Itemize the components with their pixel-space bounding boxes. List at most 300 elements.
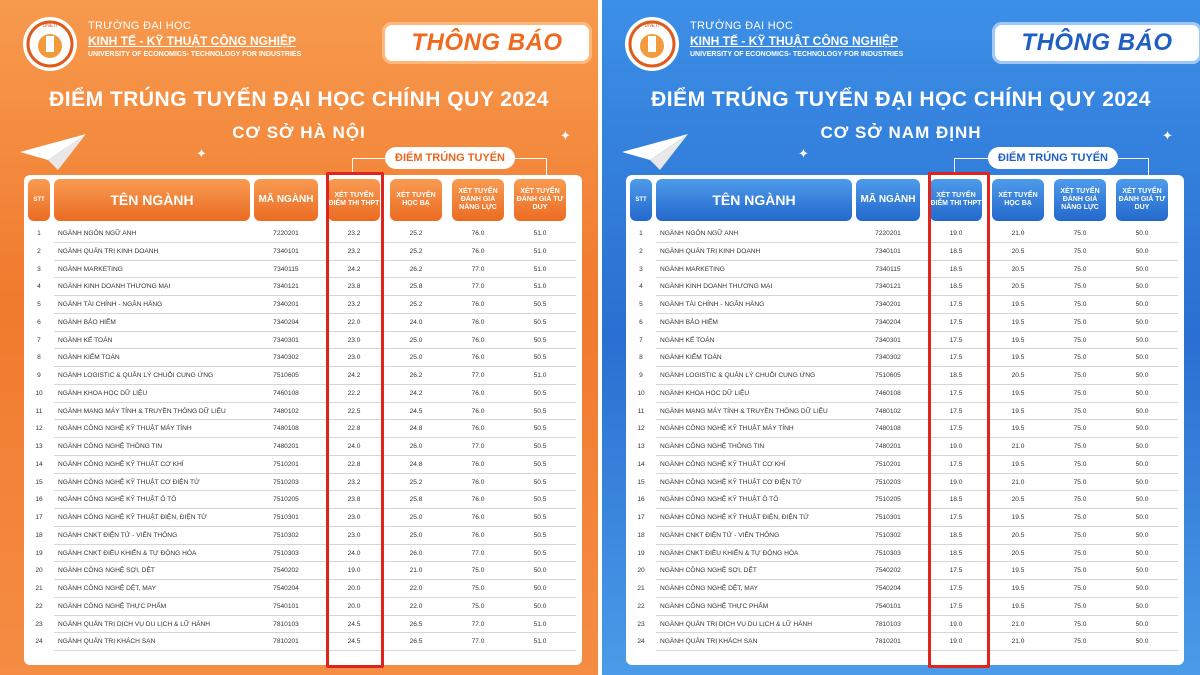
org-line-3: UNIVERSITY OF ECONOMICS- TECHNOLOGY FOR INDUSTRIES — [690, 51, 904, 58]
row-score-hoc-ba: 24.8 — [409, 460, 423, 468]
row-major-code: 7340115 — [273, 265, 299, 273]
row-score-nang-luc: 75.0 — [1073, 620, 1087, 628]
row-stt: 15 — [35, 478, 43, 486]
row-score-thpt: 17.5 — [949, 354, 963, 362]
row-score-nang-luc: 76.0 — [471, 514, 485, 521]
row-score-thpt: 18.5 — [949, 496, 963, 504]
row-score-thpt: 20.0 — [347, 602, 361, 610]
row-score-hoc-ba: 25.2 — [409, 230, 423, 237]
sparkle-icon: ✦ — [1162, 128, 1173, 143]
row-score-tu-duy: 50.0 — [1135, 354, 1149, 362]
row-score-tu-duy: 51.0 — [533, 372, 547, 379]
row-score-tu-duy: 50.5 — [533, 336, 547, 344]
row-score-hoc-ba: 19.5 — [1011, 389, 1025, 397]
org-line-1: TRƯỜNG ĐẠI HỌC — [690, 20, 794, 32]
table-row — [24, 491, 582, 509]
row-score-nang-luc: 75.0 — [1073, 585, 1087, 592]
table-row — [24, 438, 582, 456]
hanoi-panel — [0, 0, 598, 675]
row-major-code: 7810201 — [875, 638, 901, 646]
row-score-thpt: 19.0 — [949, 620, 963, 628]
col-code: MÃ NGÀNH — [856, 179, 920, 221]
row-major-name: NGÀNH KINH DOANH THƯƠNG MẠI — [660, 283, 773, 291]
row-score-thpt: 18.5 — [949, 549, 963, 557]
row-score-thpt: 23.2 — [347, 230, 361, 237]
row-score-hoc-ba: 25.8 — [409, 496, 423, 504]
row-score-thpt: 19.0 — [949, 443, 963, 450]
row-major-code: 7510205 — [875, 496, 901, 504]
row-stt: 17 — [637, 514, 645, 521]
row-major-code: 7340302 — [273, 354, 299, 362]
table-row — [626, 278, 1184, 296]
table-row — [626, 580, 1184, 598]
table-row — [626, 385, 1184, 403]
row-major-name: NGÀNH CÔNG NGHỆ KỸ THUẬT CƠ ĐIỆN TỬ — [58, 478, 200, 486]
row-score-nang-luc: 75.0 — [1073, 514, 1087, 521]
row-score-thpt: 18.5 — [949, 531, 963, 539]
row-score-thpt: 23.8 — [347, 283, 361, 291]
namdinh-panel — [602, 0, 1200, 675]
row-major-code: 7510303 — [875, 549, 901, 557]
row-score-thpt: 17.5 — [949, 585, 963, 592]
table-row — [24, 456, 582, 474]
row-score-nang-luc: 76.0 — [471, 425, 485, 433]
row-score-hoc-ba: 20.5 — [1011, 531, 1025, 539]
row-score-thpt: 17.5 — [949, 602, 963, 610]
row-stt: 8 — [639, 354, 643, 362]
row-score-nang-luc: 77.0 — [471, 283, 485, 291]
row-stt: 16 — [35, 496, 43, 504]
row-score-nang-luc: 75.0 — [1073, 496, 1087, 504]
table-row — [24, 527, 582, 545]
row-major-name: NGÀNH CÔNG NGHỆ THỰC PHẨM — [58, 602, 167, 610]
row-score-thpt: 24.0 — [347, 549, 361, 557]
row-score-nang-luc: 77.0 — [471, 265, 485, 273]
row-major-code: 7510605 — [273, 372, 299, 379]
row-score-nang-luc: 75.0 — [1073, 460, 1087, 468]
row-major-name: NGÀNH QUẢN TRỊ KINH DOANH — [58, 247, 159, 255]
row-major-code: 7340101 — [875, 247, 901, 255]
table-row — [626, 491, 1184, 509]
table-row — [626, 420, 1184, 438]
row-major-code: 7510301 — [273, 514, 299, 521]
row-score-hoc-ba: 26.5 — [409, 620, 423, 628]
svg-text:UNETI: UNETI — [644, 23, 660, 29]
row-stt: 5 — [639, 301, 643, 308]
row-score-hoc-ba: 19.5 — [1011, 514, 1025, 521]
row-score-tu-duy: 50.0 — [533, 585, 547, 592]
row-major-name: NGÀNH QUẢN TRỊ KHÁCH SẠN — [660, 638, 758, 646]
row-major-code: 7510201 — [875, 460, 901, 468]
row-stt: 18 — [637, 531, 645, 539]
row-score-thpt: 22.0 — [347, 318, 361, 326]
row-score-hoc-ba: 22.0 — [409, 602, 423, 610]
row-score-thpt: 18.5 — [949, 247, 963, 255]
org-line-2: KINH TẾ - KỸ THUẬT CÔNG NGHIỆP — [88, 34, 297, 48]
row-score-hoc-ba: 24.5 — [409, 407, 423, 415]
row-score-tu-duy: 50.0 — [1135, 638, 1149, 646]
table-rows — [24, 225, 582, 651]
row-score-nang-luc: 75.0 — [1073, 425, 1087, 433]
row-score-hoc-ba: 24.8 — [409, 425, 423, 433]
row-stt: 13 — [637, 443, 645, 450]
row-major-code: 7340301 — [273, 336, 299, 344]
table-row — [24, 633, 582, 651]
row-score-tu-duy: 50.0 — [1135, 496, 1149, 504]
row-score-thpt: 17.5 — [949, 567, 963, 575]
row-major-name: NGÀNH QUẢN TRỊ DỊCH VỤ DU LỊCH & LỮ HÀNH — [660, 620, 813, 628]
row-score-nang-luc: 75.0 — [1073, 301, 1087, 308]
row-score-hoc-ba: 25.0 — [409, 354, 423, 362]
row-stt: 20 — [637, 567, 645, 575]
row-score-hoc-ba: 20.5 — [1011, 496, 1025, 504]
org-name — [690, 20, 903, 58]
campus-subtitle: CƠ SỞ HÀ NỘI — [232, 123, 366, 142]
row-score-thpt: 19.0 — [949, 638, 963, 646]
row-stt: 6 — [639, 318, 643, 326]
row-stt: 11 — [637, 407, 645, 415]
row-stt: 17 — [35, 514, 43, 521]
table-row — [24, 474, 582, 492]
row-score-nang-luc: 76.0 — [471, 247, 485, 255]
row-major-name: NGÀNH MẠNG MÁY TÍNH & TRUYỀN THÔNG DỮ LIỆU — [660, 407, 828, 415]
row-major-code: 7340121 — [875, 283, 901, 291]
row-major-code: 7340302 — [875, 354, 901, 362]
svg-text:UNETI: UNETI — [42, 23, 58, 29]
campus-subtitle: CƠ SỞ NAM ĐỊNH — [820, 123, 982, 142]
row-score-hoc-ba: 19.5 — [1011, 318, 1025, 326]
table-row — [626, 509, 1184, 527]
row-score-tu-duy: 50.0 — [1135, 460, 1149, 468]
row-score-hoc-ba: 21.0 — [1011, 443, 1025, 450]
row-score-hoc-ba: 19.5 — [1011, 407, 1025, 415]
row-score-thpt: 17.5 — [949, 318, 963, 326]
row-stt: 10 — [637, 389, 645, 397]
row-score-tu-duy: 50.0 — [1135, 514, 1149, 521]
row-stt: 12 — [35, 425, 43, 433]
table-row — [626, 296, 1184, 314]
row-score-tu-duy: 50.0 — [1135, 549, 1149, 557]
row-major-name: NGÀNH KHOA HỌC DỮ LIỆU — [660, 389, 750, 397]
row-major-code: 7510203 — [273, 478, 299, 486]
row-score-nang-luc: 75.0 — [1073, 407, 1087, 415]
table-row — [24, 580, 582, 598]
row-score-hoc-ba: 21.0 — [1011, 478, 1025, 486]
table-row — [626, 332, 1184, 350]
row-major-name: NGÀNH CÔNG NGHỆ KỸ THUẬT MÁY TÍNH — [58, 425, 192, 433]
row-score-hoc-ba: 20.5 — [1011, 265, 1025, 273]
row-major-name: NGÀNH KẾ TOÁN — [660, 336, 715, 344]
row-score-hoc-ba: 19.5 — [1011, 567, 1025, 575]
row-score-hoc-ba: 20.5 — [1011, 247, 1025, 255]
row-score-tu-duy: 50.0 — [1135, 531, 1149, 539]
row-major-name: NGÀNH CÔNG NGHỆ KỸ THUẬT CƠ KHÍ — [660, 460, 786, 468]
row-score-nang-luc: 77.0 — [471, 549, 485, 557]
row-score-hoc-ba: 26.5 — [409, 638, 423, 646]
row-score-hoc-ba: 25.0 — [409, 336, 423, 344]
row-major-name: NGÀNH CNKT ĐIỆN TỬ - VIỄN THÔNG — [58, 531, 178, 539]
table-row — [626, 261, 1184, 279]
row-score-nang-luc: 76.0 — [471, 478, 485, 486]
row-major-name: NGÀNH KIỂM TOÁN — [58, 354, 120, 362]
row-stt: 2 — [37, 247, 41, 255]
row-major-code: 7460108 — [875, 389, 901, 397]
sparkle-icon: ✦ — [560, 128, 571, 143]
row-stt: 12 — [637, 425, 645, 433]
row-score-nang-luc: 76.0 — [471, 230, 485, 237]
row-major-code: 7220201 — [273, 230, 299, 237]
row-major-code: 7540202 — [273, 567, 299, 575]
row-major-code: 7340201 — [273, 301, 299, 308]
col-name: TÊN NGÀNH — [656, 179, 852, 221]
row-score-tu-duy: 50.0 — [1135, 336, 1149, 344]
row-score-tu-duy: 50.5 — [533, 460, 547, 468]
table-row — [626, 403, 1184, 421]
col-hoc-ba: XÉT TUYỂN HỌC BẠ — [992, 179, 1044, 221]
row-major-code: 7480102 — [273, 407, 299, 415]
row-score-tu-duy: 50.0 — [1135, 602, 1149, 610]
row-major-code: 7220201 — [875, 230, 901, 237]
row-major-name: NGÀNH CÔNG NGHỆ KỸ THUẬT ĐIỆN, ĐIỆN TỬ — [660, 514, 809, 521]
row-score-nang-luc: 75.0 — [1073, 354, 1087, 362]
row-stt: 13 — [35, 443, 43, 450]
thpt-highlight-box — [928, 172, 990, 668]
row-major-name: NGÀNH CÔNG NGHỆ KỸ THUẬT CƠ KHÍ — [58, 460, 184, 468]
row-stt: 2 — [639, 247, 643, 255]
row-score-tu-duy: 51.0 — [533, 638, 547, 646]
row-major-name: NGÀNH CÔNG NGHỆ KỸ THUẬT Ô TÔ — [660, 496, 779, 504]
table-row — [626, 562, 1184, 580]
row-score-hoc-ba: 19.5 — [1011, 354, 1025, 362]
table-row — [626, 598, 1184, 616]
table-row — [24, 616, 582, 634]
university-logo-icon — [20, 14, 80, 74]
row-score-thpt: 23.8 — [347, 496, 361, 504]
row-stt: 1 — [639, 230, 643, 237]
row-score-hoc-ba: 25.2 — [409, 301, 423, 308]
row-major-code: 7480102 — [875, 407, 901, 415]
row-major-name: NGÀNH MARKETING — [58, 265, 123, 273]
table-row — [626, 225, 1184, 243]
org-name — [88, 20, 301, 58]
row-major-code: 7510303 — [273, 549, 299, 557]
row-score-nang-luc: 75.0 — [1073, 567, 1087, 575]
row-score-nang-luc: 75.0 — [1073, 247, 1087, 255]
row-score-thpt: 23.0 — [347, 514, 361, 521]
row-score-thpt: 19.0 — [949, 478, 963, 486]
col-tu-duy: XÉT TUYỂN ĐÁNH GIÁ TƯ DUY — [1116, 179, 1168, 221]
row-major-code: 7540204 — [273, 585, 299, 592]
row-stt: 3 — [37, 265, 41, 273]
row-score-tu-duy: 50.5 — [533, 531, 547, 539]
table-row — [626, 616, 1184, 634]
row-major-name: NGÀNH CÔNG NGHỆ DỆT, MAY — [660, 585, 759, 592]
row-major-code: 7810103 — [875, 620, 901, 628]
row-major-name: NGÀNH CÔNG NGHỆ SỢI, DỆT — [660, 567, 757, 575]
row-score-thpt: 18.5 — [949, 372, 963, 379]
row-score-hoc-ba: 19.5 — [1011, 460, 1025, 468]
row-score-tu-duy: 51.0 — [533, 247, 547, 255]
row-score-nang-luc: 75.0 — [1073, 478, 1087, 486]
row-major-name: NGÀNH CÔNG NGHỆ KỸ THUẬT CƠ ĐIỆN TỬ — [660, 478, 802, 486]
university-logo-icon — [622, 14, 682, 74]
row-score-hoc-ba: 25.8 — [409, 283, 423, 291]
row-stt: 24 — [35, 638, 43, 646]
col-nang-luc: XÉT TUYỂN ĐÁNH GIÁ NĂNG LỰC — [1054, 179, 1106, 221]
row-major-code: 7510201 — [273, 460, 299, 468]
row-major-name: NGÀNH QUẢN TRỊ KINH DOANH — [660, 247, 761, 255]
row-major-code: 7540101 — [273, 602, 299, 610]
notice-badge: THÔNG BÁO — [382, 22, 592, 64]
row-score-hoc-ba: 20.5 — [1011, 283, 1025, 291]
row-major-name: NGÀNH KINH DOANH THƯƠNG MẠI — [58, 283, 171, 291]
row-score-thpt: 24.2 — [347, 372, 361, 379]
page-title: ĐIỂM TRÚNG TUYỂN ĐẠI HỌC CHÍNH QUY 2024 — [651, 88, 1151, 111]
row-score-thpt: 17.5 — [949, 407, 963, 415]
row-score-nang-luc: 76.0 — [471, 318, 485, 326]
row-score-hoc-ba: 26.0 — [409, 443, 423, 450]
row-score-thpt: 23.2 — [347, 247, 361, 255]
row-score-nang-luc: 75.0 — [1073, 230, 1087, 237]
row-score-nang-luc: 75.0 — [1073, 283, 1087, 291]
org-line-1: TRƯỜNG ĐẠI HỌC — [88, 20, 192, 32]
row-major-name: NGÀNH CÔNG NGHỆ KỸ THUẬT ĐIỆN, ĐIỆN TỬ — [58, 514, 207, 521]
row-major-code: 7480201 — [875, 443, 901, 450]
row-major-name: NGÀNH CÔNG NGHỆ THÔNG TIN — [58, 443, 163, 450]
row-stt: 24 — [637, 638, 645, 646]
table-row — [626, 243, 1184, 261]
table-row — [24, 278, 582, 296]
table-row — [24, 367, 582, 385]
row-major-name: NGÀNH CÔNG NGHỆ KỸ THUẬT MÁY TÍNH — [660, 425, 794, 433]
table-row — [24, 225, 582, 243]
row-score-hoc-ba: 19.5 — [1011, 602, 1025, 610]
row-score-thpt: 17.5 — [949, 336, 963, 344]
org-line-3: UNIVERSITY OF ECONOMICS- TECHNOLOGY FOR INDUSTRIES — [88, 51, 302, 58]
row-score-tu-duy: 50.5 — [533, 407, 547, 415]
col-name: TÊN NGÀNH — [54, 179, 250, 221]
row-score-hoc-ba: 25.0 — [409, 531, 423, 539]
row-stt: 19 — [35, 549, 43, 557]
row-score-thpt: 23.0 — [347, 354, 361, 362]
row-score-tu-duy: 50.0 — [1135, 265, 1149, 273]
table-row — [24, 243, 582, 261]
score-table — [626, 175, 1184, 665]
thpt-highlight-box — [326, 172, 384, 668]
row-score-thpt: 23.0 — [347, 336, 361, 344]
row-score-thpt: 22.5 — [347, 407, 361, 415]
row-major-code: 7480201 — [273, 443, 299, 450]
col-tu-duy: XÉT TUYỂN ĐÁNH GIÁ TƯ DUY — [514, 179, 566, 221]
row-major-code: 7540204 — [875, 585, 901, 592]
row-stt: 6 — [37, 318, 41, 326]
row-score-nang-luc: 75.0 — [1073, 602, 1087, 610]
row-score-tu-duy: 50.0 — [1135, 407, 1149, 415]
row-score-tu-duy: 50.5 — [533, 496, 547, 504]
col-code: MÃ NGÀNH — [254, 179, 318, 221]
row-score-hoc-ba: 25.2 — [409, 247, 423, 255]
row-score-thpt: 24.5 — [347, 620, 361, 628]
row-score-nang-luc: 75.0 — [471, 585, 485, 592]
row-score-nang-luc: 75.0 — [1073, 549, 1087, 557]
row-score-thpt: 23.2 — [347, 301, 361, 308]
row-major-code: 7540202 — [875, 567, 901, 575]
row-score-hoc-ba: 20.5 — [1011, 372, 1025, 379]
row-score-thpt: 23.2 — [347, 478, 361, 486]
row-score-tu-duy: 50.0 — [1135, 620, 1149, 628]
row-score-tu-duy: 50.5 — [533, 443, 547, 450]
col-thpt: XÉT TUYỂN ĐIỂM THI THPT — [930, 179, 982, 221]
row-major-name: NGÀNH NGÔN NGỮ ANH — [660, 230, 739, 237]
table-row — [626, 314, 1184, 332]
row-score-thpt: 17.5 — [949, 301, 963, 308]
row-major-code: 7510301 — [875, 514, 901, 521]
row-score-tu-duy: 50.5 — [533, 389, 547, 397]
org-line-2: KINH TẾ - KỸ THUẬT CÔNG NGHIỆP — [690, 34, 899, 48]
table-row — [626, 349, 1184, 367]
row-score-hoc-ba: 26.2 — [409, 372, 423, 379]
row-major-name: NGÀNH CÔNG NGHỆ THÔNG TIN — [660, 443, 765, 450]
row-score-nang-luc: 76.0 — [471, 531, 485, 539]
row-major-name: NGÀNH QUẢN TRỊ DỊCH VỤ DU LỊCH & LỮ HÀNH — [58, 620, 211, 628]
row-score-thpt: 24.2 — [347, 265, 361, 273]
row-major-name: NGÀNH NGÔN NGỮ ANH — [58, 230, 137, 237]
table-row — [24, 332, 582, 350]
row-major-code: 7460108 — [273, 389, 299, 397]
row-score-hoc-ba: 25.0 — [409, 514, 423, 521]
col-stt: STT — [630, 179, 652, 221]
row-score-thpt: 18.5 — [949, 265, 963, 273]
row-score-tu-duy: 50.0 — [1135, 283, 1149, 291]
table-row — [626, 633, 1184, 651]
row-major-code: 7510605 — [875, 372, 901, 379]
col-hoc-ba: XÉT TUYỂN HỌC BẠ — [390, 179, 442, 221]
row-score-hoc-ba: 25.2 — [409, 478, 423, 486]
row-stt: 4 — [639, 283, 643, 291]
row-major-name: NGÀNH KẾ TOÁN — [58, 336, 113, 344]
row-score-thpt: 17.5 — [949, 425, 963, 433]
row-score-tu-duy: 50.5 — [533, 514, 547, 521]
col-stt: STT — [28, 179, 50, 221]
row-score-nang-luc: 77.0 — [471, 638, 485, 646]
row-score-thpt: 24.5 — [347, 638, 361, 646]
row-score-tu-duy: 51.0 — [533, 283, 547, 291]
row-major-code: 7540101 — [875, 602, 901, 610]
row-score-hoc-ba: 21.0 — [409, 567, 423, 575]
table-row — [24, 349, 582, 367]
row-score-tu-duy: 50.5 — [533, 478, 547, 486]
row-major-code: 7340115 — [875, 265, 901, 273]
row-score-thpt: 19.0 — [949, 230, 963, 237]
row-major-code: 7340121 — [273, 283, 299, 291]
row-score-nang-luc: 75.0 — [1073, 531, 1087, 539]
row-score-nang-luc: 76.0 — [471, 301, 485, 308]
row-score-nang-luc: 76.0 — [471, 336, 485, 344]
row-score-nang-luc: 77.0 — [471, 372, 485, 379]
row-major-code: 7480108 — [875, 425, 901, 433]
row-score-tu-duy: 50.0 — [1135, 478, 1149, 486]
row-major-name: NGÀNH MARKETING — [660, 265, 725, 273]
row-score-tu-duy: 51.0 — [533, 620, 547, 628]
table-rows — [626, 225, 1184, 651]
table-row — [626, 545, 1184, 563]
row-score-nang-luc: 75.0 — [1073, 443, 1087, 450]
row-stt: 5 — [37, 301, 41, 308]
row-major-name: NGÀNH MẠNG MÁY TÍNH & TRUYỀN THÔNG DỮ LIỆU — [58, 407, 226, 415]
row-stt: 23 — [637, 620, 645, 628]
row-score-nang-luc: 75.0 — [471, 602, 485, 610]
table-row — [24, 545, 582, 563]
